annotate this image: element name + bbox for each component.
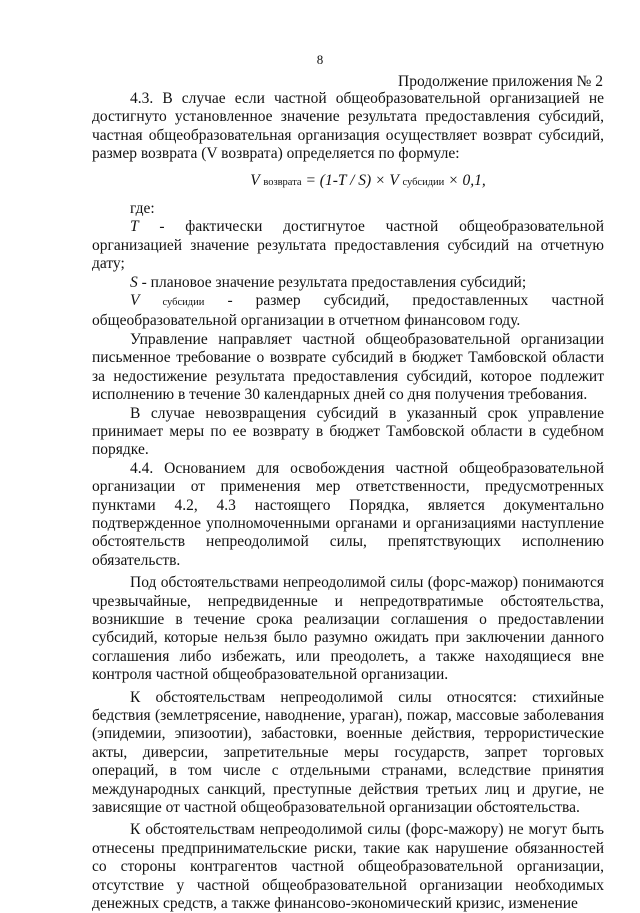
formula-lhs-sub: возврата bbox=[263, 176, 302, 188]
para-excludes: К обстоятельствам непреодолимой силы (форс-мажору) не могут быть отнесены предпринимательские риски, такие как нарушение обязанностей со стороны контрагентов частной общеобразовательной организации, отсутствие у частной общеобразовательной организации необходимых денежных средств, а также финансово-экономический кризис, изменение bbox=[92, 821, 604, 913]
t-text: - фактически достигнутое частной общеобразовательной организацией значение результата предоставления субсидий на отчетную дату; bbox=[92, 218, 604, 273]
page-number: 8 bbox=[316, 52, 324, 67]
section-4-3: 4.3. В случае если частной общеобразовательной организацией не достигнуто установленное значение результата предоставления субсидий, частная общеобразовательная организация осуществляет возврат субсидий, размер возврата (V возврата) определяется по формуле: bbox=[92, 90, 604, 163]
refund-formula bbox=[132, 172, 604, 192]
v-sub: субсидии bbox=[162, 297, 205, 309]
section-4-4: 4.4. Основанием для освобождения частной общеобразовательной организации от применения мер ответственности, предусмотренных пунктами 4.2, 4.3 настоящего Порядка, является документально подтвержденное уполномоченными органами и организациями наступление обстоятельств непреодолимой силы, препятствующих исполнению обязательств. bbox=[92, 459, 604, 569]
para-nonreturn: В случае невозвращения субсидий в указанный срок управление принимает меры по ее возврату в бюджет Тамбовской области в судебном порядке. bbox=[92, 404, 604, 459]
v-symbol: V bbox=[130, 292, 140, 310]
formula-rhs: = (1-T / S) × V bbox=[305, 171, 399, 189]
document-body bbox=[92, 90, 604, 913]
definition-t bbox=[92, 218, 604, 273]
definition-s bbox=[92, 274, 604, 292]
appendix-title: Продолжение приложения № 2 bbox=[398, 73, 603, 90]
t-symbol: Т bbox=[130, 218, 139, 236]
v-text: - размер субсидий, предоставленных частной общеобразовательной организации в отчетном финансовом году. bbox=[92, 292, 605, 330]
s-text: - плановое значение результата предоставления субсидий; bbox=[141, 273, 527, 291]
formula-tail: × 0,1, bbox=[448, 171, 486, 189]
formula-rhs-sub: субсидии bbox=[402, 176, 445, 188]
where-label: где: bbox=[130, 200, 155, 218]
para-force-majeure: Под обстоятельствами непреодолимой силы (форс-мажор) понимаются чрезвычайные, непредвиденные и непредотвратимые обстоятельства, возникшие в течение срока реализации соглашения о предоставлении субсидий, которые нельзя было разумно ожидать при заключении данного соглашения либо избежать, или преодолеть, а также находящиеся вне контроля частной общеобразовательной организации. bbox=[92, 574, 604, 684]
para-management: Управление направляет частной общеобразовательной организации письменное требование о возврате субсидий в бюджет Тамбовской области за недостижение результата предоставления субсидий, которое подлежит исполнению в течение 30 календарных дней со дня получения требования. bbox=[92, 330, 604, 404]
para-includes: К обстоятельствам непреодолимой силы относятся: стихийные бедствия (землетрясение, наводнение, ураган), пожар, массовые заболевания (эпидемии, эпизоотии), забастовки, военные действия, террористические акты, диверсии, запретительные меры государств, запрет торговых операций, в том числе с отдельными странами, вследствие принятия международных санкций, преступные действия третьих лиц и другие, не зависящие от частной общеобразовательной организации обстоятельства. bbox=[92, 688, 604, 817]
s-symbol: S bbox=[130, 273, 138, 291]
definition-v bbox=[92, 292, 604, 331]
formula-lhs-var: V bbox=[250, 171, 260, 189]
